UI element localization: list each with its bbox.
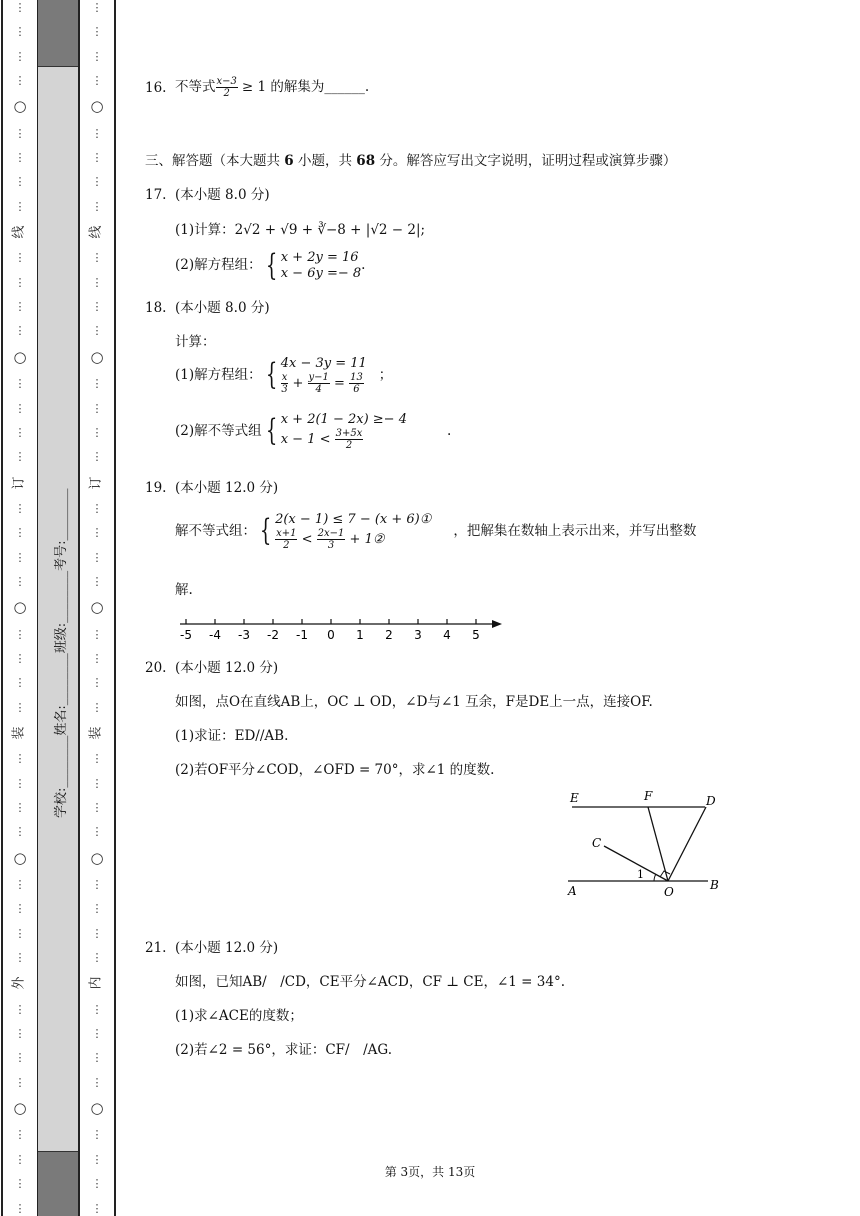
- section3-count: 6: [284, 153, 294, 169]
- q17-system: [281, 250, 361, 281]
- q20-figure: [560, 785, 730, 900]
- frac-num: 3+5x: [335, 427, 363, 439]
- section3-title-b: 小题，共: [293, 153, 357, 169]
- q17-number: 17.: [145, 187, 167, 203]
- frac-num: y−1: [308, 371, 329, 383]
- outer-word-wai: 外: [11, 976, 27, 990]
- q19-score: (本小题 12.0 分): [175, 480, 279, 496]
- q20-number: 20.: [145, 660, 167, 676]
- q18-intro: 计算：: [175, 334, 216, 350]
- q16-frac-den: 2: [223, 88, 230, 99]
- brace-icon: {: [265, 357, 277, 393]
- circle-mark: ○: [13, 848, 27, 867]
- section3-title-a: 三、解答题（本大题共: [145, 153, 285, 169]
- q17-part2-label: (2)解方程组：: [175, 257, 262, 274]
- q18-part2-end: .: [446, 422, 452, 439]
- q16-frac-num: x−3: [216, 76, 237, 87]
- frac-num: x+1: [276, 527, 297, 539]
- circle-mark: ○: [90, 347, 104, 366]
- q18-p2-eq2: [281, 428, 407, 451]
- strip-cap-bottom: [38, 1152, 78, 1216]
- q19-eq1: 2(x − 1) ≤ 7 − (x + 6)①: [275, 512, 432, 527]
- q18-part2-label: (2)解不等式组: [175, 422, 262, 439]
- q20-stem: 如图，点O在直线AB上，OC ⊥ OD，∠D与∠1 互余，F是DE上一点，连接OF.: [175, 694, 653, 710]
- q17-eq1: x + 2y = 16: [280, 250, 359, 265]
- number-line-tick-label: 5: [472, 628, 480, 642]
- q17-part2: [175, 247, 366, 283]
- brace-icon: {: [265, 247, 277, 283]
- q21-score: (本小题 12.0 分): [175, 940, 279, 956]
- outer-word-line: 线: [11, 225, 27, 239]
- frac-den: 3: [281, 383, 288, 395]
- q18-part1: [175, 356, 392, 395]
- label-C: C: [592, 836, 602, 850]
- q19-text: ，把解集在数轴上表示出来，并写出整数: [453, 522, 697, 539]
- q18-p2-eq2a: x − 1 <: [280, 431, 331, 447]
- q17-end: .: [361, 257, 366, 274]
- q19-eq2: $\frac{x+1}{2}$ < $\frac{2x-1}{3}$ + 1②: [276, 527, 385, 551]
- inner-word-nei: 内: [88, 976, 104, 990]
- q19-text2: 解.: [175, 582, 193, 598]
- frac-num: 13: [350, 371, 363, 383]
- q16-number: 16.: [145, 80, 167, 96]
- brace-icon: {: [259, 513, 272, 549]
- frac-den: 4: [315, 383, 322, 395]
- number-line-tick-label: 0: [327, 628, 335, 642]
- label-O: O: [664, 885, 674, 899]
- q17-score: (本小题 8.0 分): [175, 187, 270, 203]
- q21-number: 21.: [145, 940, 167, 956]
- inner-word-zhuang: 装: [88, 726, 104, 740]
- q18-p2-eq1: x + 2(1 − 2x) ≥− 4: [280, 412, 407, 427]
- q16-text-b: ≥ 1 的解集为______.: [241, 79, 370, 95]
- q18-part1-end: ；: [378, 366, 393, 383]
- student-fields: 学校:________姓名:________班级:________考号:________: [54, 488, 69, 818]
- q16-text: [175, 76, 369, 99]
- q21-part1: (1)求∠ACE的度数；: [175, 1008, 303, 1024]
- q19-system: [275, 512, 431, 551]
- q17-eq2: x − 6y =− 8: [280, 265, 362, 281]
- circle-mark: ○: [90, 97, 104, 116]
- q19-eq2e: + 1②: [349, 531, 385, 547]
- line-OD: [668, 807, 706, 881]
- number-line-tick-label: 4: [443, 628, 451, 642]
- page-footer: 第 3页，共 13页: [384, 1165, 476, 1179]
- q20-part2: (2)若OF平分∠COD，∠OFD = 70°，求∠1 的度数.: [175, 762, 495, 778]
- label-B: B: [710, 878, 719, 892]
- number-line-tick-label: -1: [296, 628, 308, 642]
- number-line-tick-label: 2: [385, 628, 393, 642]
- section3-title-c: 分。解答应写出文字说明，证明过程或演算步骤）: [375, 153, 677, 169]
- section3-score: 68: [356, 153, 376, 169]
- circle-mark: ○: [13, 347, 27, 366]
- q16-fraction: [216, 76, 238, 99]
- q18-score: (本小题 8.0 分): [175, 300, 270, 316]
- frac-den: 3: [327, 539, 335, 551]
- q19-body: [175, 512, 696, 551]
- number-line-tick-label: 3: [414, 628, 422, 642]
- number-line-arrow: [492, 620, 502, 628]
- label-F: F: [644, 789, 653, 803]
- circle-mark: ○: [90, 598, 104, 617]
- frac-num: x: [281, 371, 288, 383]
- strip-cap-top: [38, 0, 78, 66]
- angle-1-arc: [654, 874, 656, 881]
- circle-mark: ○: [90, 1099, 104, 1118]
- frac-den: 6: [353, 383, 360, 395]
- circle-mark: ○: [13, 598, 27, 617]
- outer-word-ding: 订: [11, 476, 27, 490]
- label-E: E: [570, 791, 579, 805]
- frac-den: 2: [345, 439, 353, 451]
- inner-word-line: 线: [88, 225, 104, 239]
- q18-part1-label: (1)解方程组：: [175, 366, 262, 383]
- inner-word-ding: 订: [88, 476, 104, 490]
- outer-word-zhuang: 装: [11, 726, 27, 740]
- number-line-tick-label: 1: [356, 628, 364, 642]
- q21-part2: (2)若∠2 = 56°，求证：CF/ /AG.: [175, 1042, 392, 1058]
- label-D: D: [706, 794, 716, 808]
- number-line-tick-label: -5: [180, 628, 192, 642]
- number-line-tick-label: -4: [209, 628, 221, 642]
- frac-num: 2x−1: [317, 527, 345, 539]
- number-line-tick-label: -2: [267, 628, 279, 642]
- q18-system1: [281, 356, 367, 395]
- outer-seal-line: ⋮ ⋮ ⋮ ⋮ ○ ⋮ ⋮ ⋮ ⋮ 线 ⋮ ⋮ ⋮ ⋮ ○ ⋮ ⋮ ⋮ ⋮ 订 ⋮ ⋮ ⋮ ⋮ ○ ⋮ ⋮ ⋮ ⋮ 装 ⋮ ⋮ ⋮ ⋮ ○ ⋮ ⋮ ⋮ ⋮ 外 ⋮ ⋮ ⋮ ⋮ ○ ⋮ ⋮ ⋮ ⋮: [11, 1, 27, 1215]
- label-angle-1: 1: [637, 868, 644, 881]
- q18-part2: [175, 412, 451, 451]
- right-angle-mark: [660, 871, 670, 877]
- q20-score: (本小题 12.0 分): [175, 660, 279, 676]
- q16-text-a: 不等式: [175, 79, 216, 95]
- number-line-tick-label: -3: [238, 628, 250, 642]
- q20-part1: (1)求证：ED//AB.: [175, 728, 289, 744]
- q18-system2: [281, 412, 407, 451]
- line-OC: [604, 846, 668, 881]
- brace-icon: {: [265, 413, 277, 449]
- q19-number: 19.: [145, 480, 167, 496]
- section3-title: [145, 153, 676, 169]
- circle-mark: ○: [13, 1099, 27, 1118]
- line-OF: [648, 807, 668, 881]
- number-line: [170, 612, 510, 644]
- frac-den: 2: [283, 539, 290, 551]
- q19-label: 解不等式组：: [175, 522, 256, 539]
- q18-p1-eq1: 4x − 3y = 11: [280, 356, 367, 371]
- q18-p1-eq2: $\frac{x}{3}$ + $\frac{y-1}{4}$ = $\frac{13}{6}$: [281, 371, 363, 395]
- q21-stem: 如图，已知AB/ /CD，CE平分∠ACD，CF ⊥ CE，∠1 = 34°.: [175, 974, 565, 990]
- circle-mark: ○: [90, 848, 104, 867]
- number-line-ticks: [180, 619, 480, 642]
- label-A: A: [568, 884, 577, 898]
- circle-mark: ○: [13, 97, 27, 116]
- inner-seal-line: ⋮ ⋮ ⋮ ⋮ ○ ⋮ ⋮ ⋮ ⋮ 线 ⋮ ⋮ ⋮ ⋮ ○ ⋮ ⋮ ⋮ ⋮ 订 ⋮ ⋮ ⋮ ⋮ ○ ⋮ ⋮ ⋮ ⋮ 装 ⋮ ⋮ ⋮ ⋮ ○ ⋮ ⋮ ⋮ ⋮ 内 ⋮ ⋮ ⋮ ⋮ ○ ⋮ ⋮ ⋮ ⋮: [88, 1, 104, 1215]
- q17-part1: (1)计算：2√2 + √9 + ∛−8 + |√2 − 2|;: [175, 222, 426, 238]
- q18-number: 18.: [145, 300, 167, 316]
